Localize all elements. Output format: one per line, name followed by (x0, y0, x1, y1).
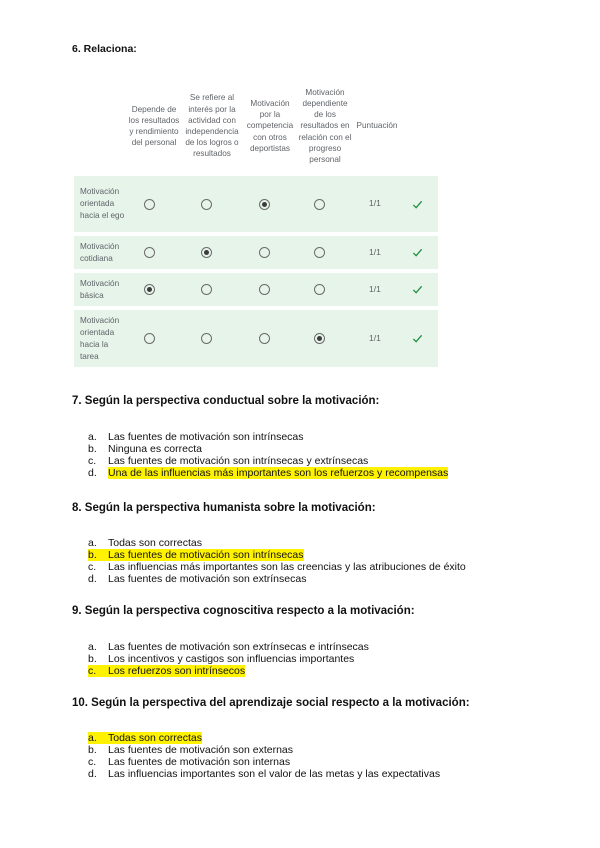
option-b: b. Ninguna es correcta (88, 443, 202, 455)
option-text-highlighted: Los refuerzos son intrínsecos (108, 665, 246, 677)
option-text: Las influencias importantes son el valor de las metas y las expectativas (108, 768, 441, 780)
option-text-highlighted: Las fuentes de motivación son intrínsecas (108, 549, 304, 561)
correct-check-icon (412, 284, 423, 295)
correct-check-icon (412, 247, 423, 258)
option-b: b. Las fuentes de motivación son intrínsecas (88, 549, 304, 561)
option-text: Todas son correctas (108, 537, 202, 549)
column-header-1: Depende de los resultados y rendimiento del personal (128, 104, 180, 148)
option-text: Los incentivos y castigos son influencias importantes (108, 653, 355, 665)
question-7-title: 7. Según la perspectiva conductual sobre la motivación: (72, 395, 380, 407)
radio-option[interactable] (144, 247, 155, 258)
radio-option[interactable] (144, 333, 155, 344)
row-score: 1/1 (369, 332, 381, 343)
row-score: 1/1 (369, 198, 381, 208)
option-text: Las fuentes de motivación son extrínsecas e intrínsecas (108, 641, 369, 653)
radio-option[interactable] (259, 284, 270, 295)
option-d: d. Una de las influencias más importantes son los refuerzos y recompensas (88, 467, 449, 479)
matrix-row (74, 310, 438, 367)
question-6-matrix (74, 76, 438, 176)
radio-option[interactable] (201, 284, 212, 295)
option-c: c. Los refuerzos son intrínsecos (88, 665, 246, 677)
row-label: Motivación orientada hacia el ego (80, 187, 125, 220)
radio-option[interactable] (314, 284, 325, 295)
option-d: d. Las fuentes de motivación son extrínsecas (88, 573, 307, 585)
correct-check-icon (412, 333, 423, 344)
column-header-4: Motivación dependiente de los resultados en relación con el progreso personal (298, 87, 352, 164)
option-c: c. Las fuentes de motivación son intrínsecas y extrínsecas (88, 455, 369, 467)
row-score: 1/1 (369, 246, 381, 257)
option-text: Las fuentes de motivación son externas (108, 744, 294, 756)
radio-selected[interactable] (314, 333, 325, 344)
option-d: d. Las influencias importantes son el valor de las metas y las expectativas (88, 768, 441, 780)
column-header-3: Motivación por la competencia con otros deportistas (246, 98, 294, 153)
question-9-title: 9. Según la perspectiva cognoscitiva respecto a la motivación: (72, 605, 415, 617)
correct-check-icon (412, 199, 423, 210)
option-text: Ninguna es correcta (108, 443, 202, 455)
question-7-options (88, 431, 448, 479)
row-score: 1/1 (369, 283, 381, 294)
option-a: a. Las fuentes de motivación son extrínsecas e intrínsecas (88, 641, 369, 653)
option-text: Las fuentes de motivación son intrínsecas (108, 431, 304, 443)
radio-selected[interactable] (201, 247, 212, 258)
question-10-options (88, 732, 440, 780)
option-text-highlighted: Todas son correctas (108, 732, 202, 744)
question-8-options (88, 537, 466, 585)
option-text-highlighted: Una de las influencias más importantes son los refuerzos y recompensas (108, 467, 449, 479)
column-header-2: Se refiere al interés por la actividad con independencia de los logros o resultados (185, 93, 239, 159)
matrix-header (74, 76, 438, 176)
radio-option[interactable] (314, 247, 325, 258)
question-9-options (88, 641, 369, 677)
matrix-row (74, 236, 438, 269)
column-header-score: Puntuación (356, 121, 398, 131)
question-8-title: 8. Según la perspectiva humanista sobre la motivación: (72, 502, 376, 514)
radio-option[interactable] (201, 333, 212, 344)
radio-option[interactable] (259, 247, 270, 258)
question-6-title: 6. Relaciona: (72, 43, 137, 55)
radio-option[interactable] (314, 199, 325, 210)
row-label: Motivación cotidiana (80, 241, 120, 263)
option-text: Las fuentes de motivación son intrínsecas y extrínsecas (108, 455, 369, 467)
option-c: c. Las fuentes de motivación son internas (88, 756, 291, 768)
option-text: Las fuentes de motivación son extrínsecas (108, 573, 307, 585)
row-label: Motivación orientada hacia la tarea (80, 315, 120, 361)
radio-option[interactable] (259, 333, 270, 344)
option-c: c. Las influencias más importantes son las creencias y las atribuciones de éxito (88, 561, 466, 573)
matrix-row (74, 273, 438, 306)
option-b: b. Los incentivos y castigos son influencias importantes (88, 653, 355, 665)
option-text: Las fuentes de motivación son internas (108, 756, 291, 768)
option-text: Las influencias más importantes son las creencias y las atribuciones de éxito (108, 561, 466, 573)
radio-selected[interactable] (259, 199, 270, 210)
option-a: a. Las fuentes de motivación son intrínsecas (88, 431, 304, 443)
option-a: a. Todas son correctas (88, 537, 202, 549)
radio-option[interactable] (144, 199, 155, 210)
radio-selected[interactable] (144, 284, 155, 295)
option-a: a. Todas son correctas (88, 732, 202, 744)
matrix-row (74, 176, 438, 232)
row-label: Motivación básica (80, 278, 120, 300)
question-10-title: 10. Según la perspectiva del aprendizaje social respecto a la motivación: (72, 697, 470, 709)
radio-option[interactable] (201, 199, 212, 210)
option-b: b. Las fuentes de motivación son externas (88, 744, 294, 756)
